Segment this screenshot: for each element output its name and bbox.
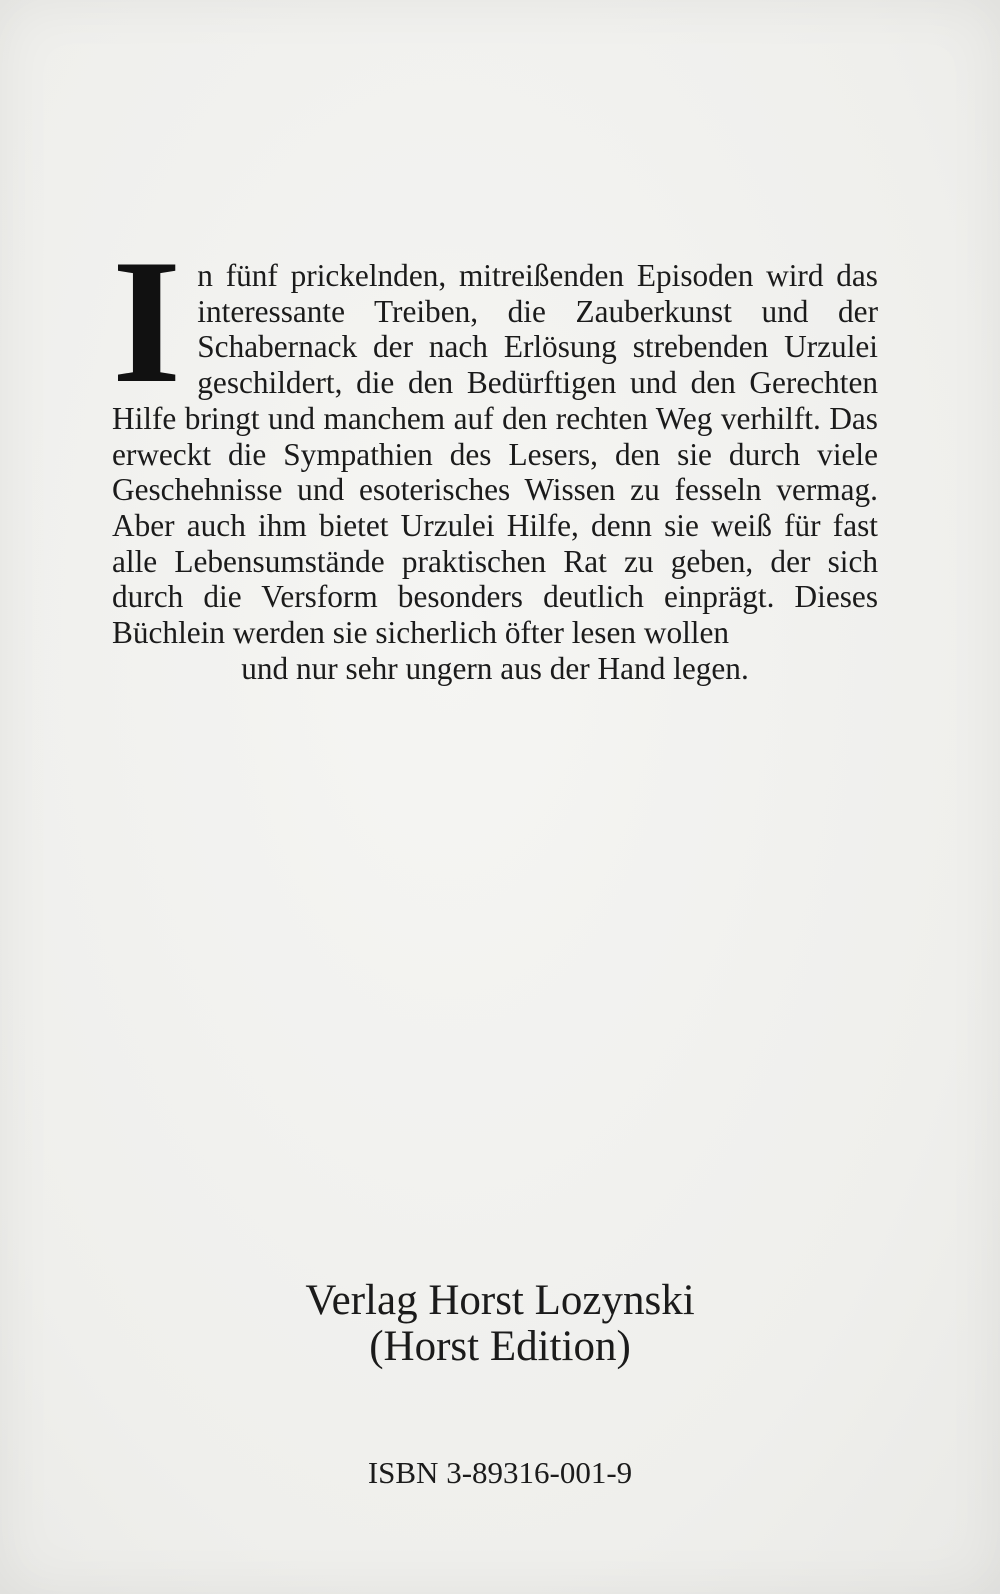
blurb-text (112, 222, 878, 686)
blurb-body: n fünf prickelnden, mitreißenden Episoden wird das interessante Treiben, die Zauberkunst und der Schabernack der nach Erlösung strebenden Urzulei geschildert, die den Bedürftigen und den Gerechten Hilfe bringt und manchem auf den rechten Weg verhilft. Das erweckt die Sympathien des Lesers, den sie durch viele Geschehnisse und esoterisches Wissen zu fesseln vermag. Aber auch ihm bietet Urzulei Hilfe, denn sie weiß für fast alle Lebensumstände praktischen Rat zu geben, der sich durch die Versform besonders deutlich einprägt. Dieses Büchlein werden sie sicherlich öfter lesen wollen (112, 258, 878, 651)
drop-cap: I (112, 222, 182, 420)
isbn-number: ISBN 3-89316-001-9 (367, 1455, 633, 1490)
publisher-imprint (0, 1278, 1000, 1370)
publisher-name: Verlag Horst Lozynski (305, 1277, 695, 1324)
blurb-last-line: und nur sehr ungern aus der Hand legen. (241, 650, 749, 686)
publisher-edition: (Horst Edition) (369, 1323, 631, 1370)
